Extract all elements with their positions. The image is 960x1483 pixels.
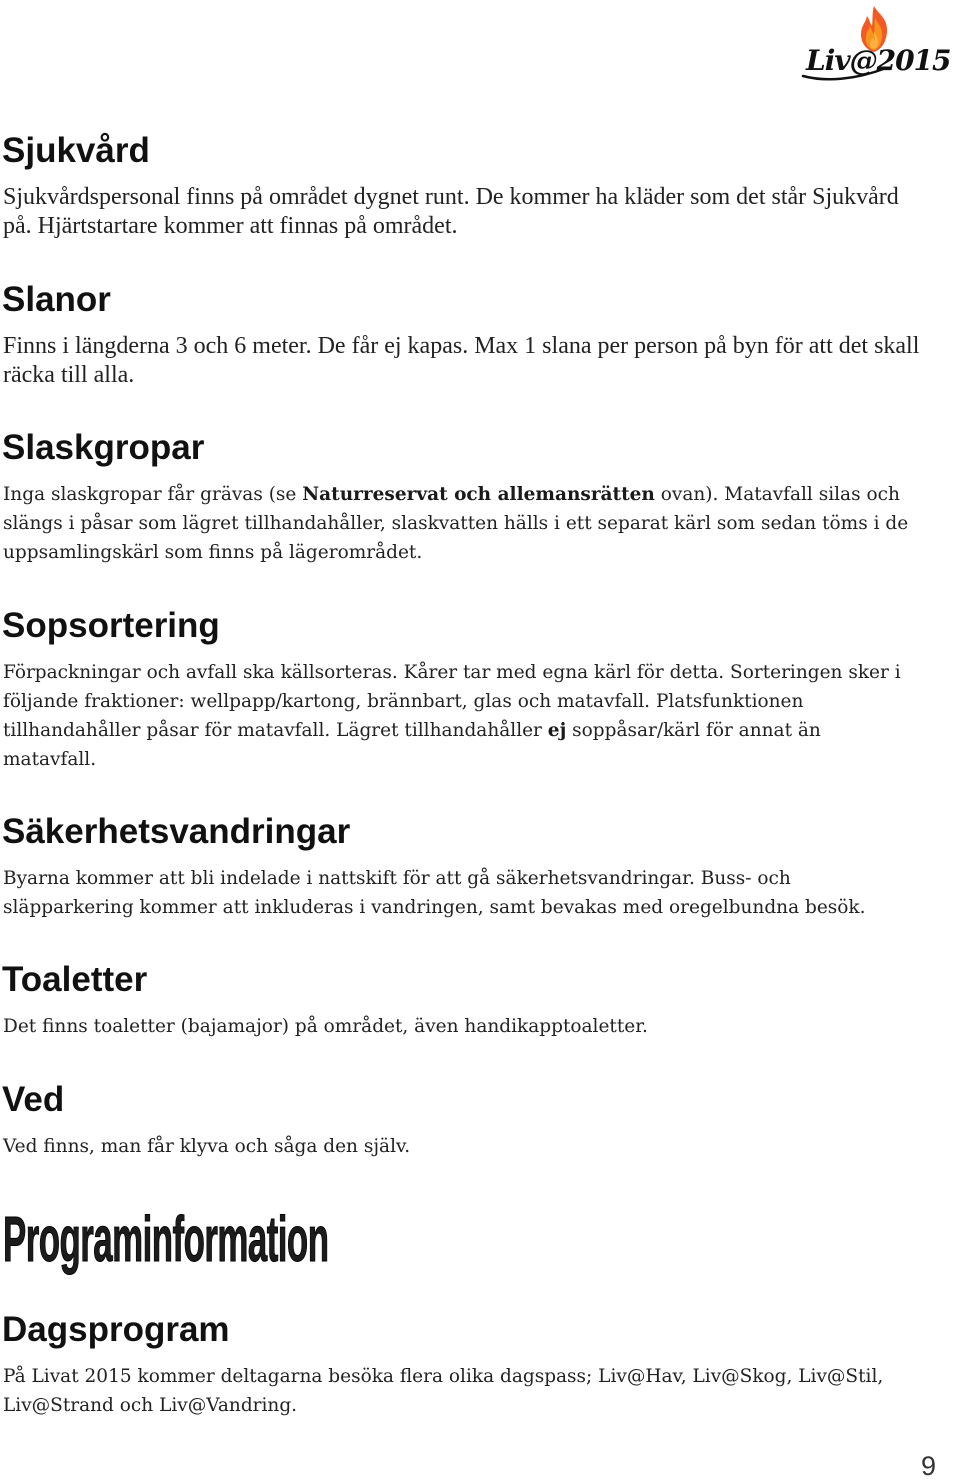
body-line: Förpackningar och avfall ska källsorteras. Kårer tar med egna kärl för detta. Sorteringen sker i xyxy=(3,662,901,683)
section-ved xyxy=(0,1080,410,1161)
body-line: På Livat 2015 kommer deltagarna besöka flera olika dagspass; Liv@Hav, Liv@Skog, Liv@Stil, xyxy=(3,1366,884,1387)
heading-dagsprogram: Dagsprogram xyxy=(2,1310,230,1349)
heading-sakerhetsvandringar: Säkerhetsvandringar xyxy=(2,812,351,851)
body-line: Ved finns, man får klyva och såga den själv. xyxy=(3,1136,411,1157)
heading-sopsortering: Sopsortering xyxy=(2,606,220,645)
paragraph-toaletter xyxy=(0,1012,648,1041)
section-slanor xyxy=(0,280,919,390)
bold-text: ej xyxy=(547,720,567,741)
paragraph-sakerhetsvandringar xyxy=(0,864,866,922)
paragraph-ved xyxy=(0,1132,410,1161)
section-toaletter xyxy=(0,960,648,1041)
logo-swoosh xyxy=(800,62,890,82)
body-line xyxy=(3,716,901,745)
body-line: följande fraktioner: wellpapp/kartong, brännbart, glas och matavfall. Platsfunktionen xyxy=(3,691,804,712)
paragraph-sjukvard xyxy=(0,183,899,241)
body-line: Sjukvårdspersonal finns på området dygnet runt. De kommer ha kläder som det står Sjukvård xyxy=(3,184,899,210)
body-line: Finns i längderna 3 och 6 meter. De får ej kapas. Max 1 slana per person på byn för att det skall xyxy=(3,333,920,359)
section-sjukvard xyxy=(0,131,899,241)
text-run: soppåsar/kärl för annat än xyxy=(566,720,821,741)
text-run: Inga slaskgropar får grävas (se xyxy=(3,484,303,505)
paragraph-slanor xyxy=(0,332,919,390)
body-line: Byarna kommer att bli indelade i nattskift för att gå säkerhetsvandringar. Buss- och xyxy=(3,868,791,889)
section-dagsprogram xyxy=(0,1310,883,1420)
bold-text: Naturreservat och allemansrätten xyxy=(302,484,655,505)
paragraph-slaskgropar xyxy=(0,480,908,567)
heading-slanor: Slanor xyxy=(2,280,111,319)
section-slaskgropar xyxy=(0,428,908,567)
text-run: ovan). Matavfall silas och xyxy=(654,484,900,505)
body-line: uppsamlingskärl som finns på lägerområdet. xyxy=(3,542,423,563)
heading-ved: Ved xyxy=(2,1080,65,1119)
heading-toaletter: Toaletter xyxy=(2,960,148,999)
liv2015-logo xyxy=(800,0,958,86)
text-run: tillhandahåller påsar för matavfall. Lägret tillhandahåller xyxy=(3,720,548,741)
body-line: slängs i påsar som lägret tillhandahåller, slaskvatten hälls i ett separat kärl som sedan töms i de xyxy=(3,513,909,534)
body-line: Liv@Strand och Liv@Vandring. xyxy=(3,1395,298,1416)
page-number: 9 xyxy=(921,1451,937,1481)
logo-text: Liv@2015 xyxy=(806,44,951,77)
heading-sjukvard: Sjukvård xyxy=(2,131,150,170)
body-line: Det finns toaletter (bajamajor) på området, även handikapptoaletter. xyxy=(3,1016,648,1037)
body-line: räcka till alla. xyxy=(3,362,135,388)
body-line xyxy=(3,480,908,509)
heading-programinformation: Programinformation xyxy=(3,1203,329,1275)
body-line: släpparkering kommer att inkluderas i vandringen, samt bevakas med oregelbundna besök. xyxy=(3,897,866,918)
section-sakerhetsvandringar xyxy=(0,812,866,922)
heading-slaskgropar: Slaskgropar xyxy=(2,428,205,467)
paragraph-dagsprogram xyxy=(0,1362,883,1420)
paragraph-sopsortering xyxy=(0,658,901,774)
body-line: matavfall. xyxy=(3,749,97,770)
body-line: på. Hjärtstartare kommer att finnas på området. xyxy=(3,213,458,239)
section-sopsortering xyxy=(0,606,901,774)
